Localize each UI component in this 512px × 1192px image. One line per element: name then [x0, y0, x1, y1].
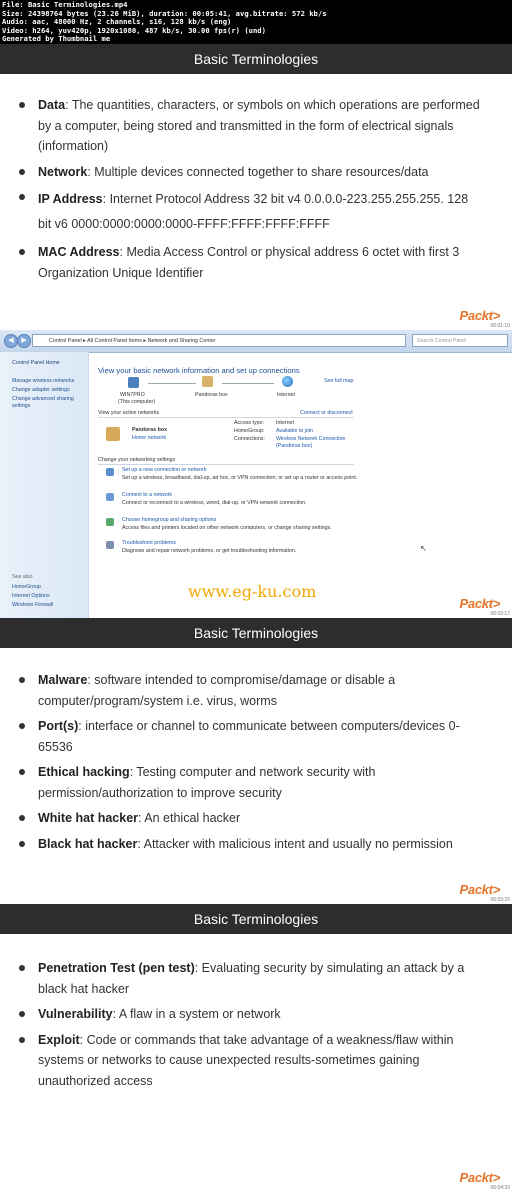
slide-title: Basic Terminologies [0, 44, 512, 74]
bullet-list [18, 670, 482, 859]
sidebar-see-also: See also [12, 574, 33, 580]
slide-title: Basic Terminologies [0, 618, 512, 648]
bullet-item [18, 187, 482, 237]
connect-disconnect-link[interactable]: Connect or disconnect [300, 410, 353, 416]
connections-value-2[interactable]: (Pandoras box) [276, 443, 313, 449]
bullet-term: Penetration Test (pen test) [38, 961, 195, 975]
address-bar[interactable]: Control Panel ▸ All Control Panel Items ▸ Network and Sharing Center [32, 334, 406, 347]
bullet-term: Malware [38, 673, 88, 687]
bullet-term: Black hat hacker [38, 836, 138, 851]
forward-button[interactable]: ▶ [17, 334, 31, 348]
computer-name: WIN7PRO [120, 392, 145, 398]
active-network-type[interactable]: Home network [132, 435, 167, 441]
sidebar-manage-wireless[interactable]: Manage wireless networks [12, 378, 75, 384]
task-troubleshoot[interactable]: Troubleshoot problems [122, 540, 176, 546]
bullet-list [18, 958, 482, 1096]
connections-label: Connections: [234, 436, 265, 442]
watermark: www.eg-ku.com [188, 582, 317, 601]
bullet-text: : The quantities, characters, or symbols on which operations are performed by a computer, being stored and transmitted in the form of electrical signals (information) [38, 98, 480, 153]
divider [98, 464, 354, 465]
globe-icon [282, 376, 293, 387]
connect-network-icon [106, 493, 114, 501]
packt-logo: Packt> [459, 596, 500, 611]
task-desc: Set up a wireless, broadband, dial-up, ad hoc, or VPN connection; or set up a router or access point. [122, 475, 358, 481]
bullet-list [18, 95, 482, 288]
bullet-term: MAC Address [38, 245, 120, 259]
sidebar-windows-firewall[interactable]: Windows Firewall [12, 602, 54, 608]
mouse-cursor-icon: ↖ [420, 544, 427, 553]
internet-node-name: Internet [277, 392, 295, 398]
house-icon [106, 427, 120, 441]
bullet-text: : Testing computer and network security with permission/authorization to improve security [38, 765, 376, 800]
packt-logo: Packt> [459, 1170, 500, 1185]
bullet-term: Ethical hacking [38, 765, 130, 779]
computer-icon [128, 377, 139, 388]
meta-size: Size: 24398764 bytes (23.26 MiB), duration: 00:05:41, avg.bitrate: 572 kb/s [2, 8, 327, 18]
bullet-text: : software intended to compromise/damage or disable a computer/program/system i.e. virus, worms [38, 673, 396, 708]
active-networks-label: View your active networks [98, 410, 160, 416]
bullet-item [18, 958, 482, 999]
bullet-term: White hat hacker [38, 811, 139, 825]
sidebar-internet-options[interactable]: Internet Options [12, 593, 50, 599]
bullet-text: : A flaw in a system or network [112, 1007, 281, 1021]
bullet-text: : Code or commands that take advantage of a weakness/flaw within systems or networks to cause unexpected results-sometimes gaining unauthorized access [38, 1032, 454, 1088]
homegroup-value[interactable]: Available to join [276, 428, 314, 434]
connections-value[interactable]: Wireless Network Connection [276, 436, 346, 442]
back-button[interactable]: ◀ [4, 334, 18, 348]
slide-basic-terminologies-1 [0, 44, 512, 330]
bullet-text: : Internet Protocol Address 32 bit v4 0.0.0.0-223.255.255.255. 128 bit v6 0000:0000:0000:0000-FFFF:FFFF:FFFF:FFFF [38, 192, 469, 231]
see-full-map-link[interactable]: See full map [324, 378, 354, 384]
sidebar-change-adapter[interactable]: Change adapter settings [12, 387, 70, 393]
sidebar-change-advanced-sharing[interactable]: Change advanced sharing settings [12, 396, 74, 409]
map-connector [222, 383, 274, 384]
bullet-term: Exploit [38, 1032, 80, 1047]
bullet-term: IP Address [38, 192, 103, 206]
task-desc: Connect or reconnect to a wireless, wired, dial-up, or VPN network connection. [122, 500, 307, 506]
page-heading: View your basic network information and set up connections [98, 366, 300, 375]
bullet-text: : Media Access Control or physical address 6 octet with first 3 Organization Unique Identifier [38, 245, 460, 280]
meta-audio: Audio: aac, 48000 Hz, 2 channels, s16, 128 kb/s (eng) [2, 17, 232, 27]
slide-basic-terminologies-2 [0, 618, 512, 904]
bullet-text: : interface or channel to communicate between computers/devices 0-65536 [38, 719, 460, 754]
task-desc: Access files and printers located on other network computers, or change sharing settings. [122, 525, 332, 531]
bullet-item [18, 762, 482, 803]
task-homegroup-sharing[interactable]: Choose homegroup and sharing options [122, 517, 217, 523]
window-toolbar [0, 330, 512, 353]
bullet-term: Data [38, 98, 66, 112]
bullet-item [18, 716, 482, 757]
task-connect-network[interactable]: Connect to a network [122, 492, 173, 498]
sidebar [0, 352, 89, 618]
troubleshoot-icon [106, 541, 114, 549]
bullet-term: Network [38, 164, 88, 179]
homegroup-icon [106, 518, 114, 526]
sidebar-control-panel-home[interactable]: Control Panel Home [12, 360, 60, 366]
video-metadata [0, 0, 512, 44]
timecode: 00:02:17 [490, 611, 510, 617]
divider [98, 417, 354, 418]
network-node-name: Pandoras box [195, 392, 228, 398]
access-type-value: Internet [276, 420, 294, 426]
bullet-item [18, 242, 482, 283]
main-panel [90, 352, 512, 618]
timecode: 00:04:33 [490, 1185, 510, 1191]
computer-sub: (This computer) [118, 399, 156, 405]
meta-generated: Generated by Thumbnail me [2, 34, 111, 44]
bullet-term: Port(s) [38, 719, 79, 733]
bullet-item [18, 1030, 482, 1092]
timecode: 00:01:10 [490, 323, 510, 329]
bullet-item [18, 670, 482, 711]
bullet-item [18, 834, 482, 855]
active-network-name: Pandoras box [132, 427, 168, 433]
map-connector [148, 383, 196, 384]
bullet-text: : Attacker with malicious intent and usually no permission [137, 836, 453, 851]
timecode: 00:03:25 [490, 897, 510, 903]
bullet-item [18, 1004, 482, 1025]
network-sharing-center-window [0, 330, 512, 618]
bullet-term: Vulnerability [38, 1007, 113, 1021]
search-input[interactable]: Search Control Panel [412, 334, 508, 347]
bullet-text: : Multiple devices connected together to share resources/data [87, 164, 429, 179]
sidebar-homegroup[interactable]: HomeGroup [12, 584, 41, 590]
house-icon [202, 376, 213, 387]
slide-title: Basic Terminologies [0, 904, 512, 934]
access-type-label: Access type: [234, 420, 265, 426]
slide-basic-terminologies-3 [0, 904, 512, 1192]
bullet-text: : Evaluating security by simulating an attack by a black hat hacker [38, 961, 465, 996]
task-desc: Diagnose and repair network problems, or get troubleshooting information. [122, 548, 297, 554]
change-settings-label: Change your networking settings [98, 457, 176, 463]
task-setup-connection[interactable]: Set up a new connection or network [122, 467, 207, 473]
packt-logo: Packt> [459, 308, 500, 323]
meta-file: File: Basic Terminologies.mp4 [2, 0, 128, 9]
new-connection-icon [106, 468, 114, 476]
meta-video: Video: h264, yuv420p, 1920x1080, 487 kb/s, 30.00 fps(r) (und) [2, 25, 266, 35]
bullet-item [18, 162, 482, 183]
bullet-item [18, 95, 482, 157]
homegroup-label: HomeGroup: [234, 428, 265, 434]
packt-logo: Packt> [459, 882, 500, 897]
bullet-text: : An ethical hacker [138, 811, 241, 825]
bullet-item [18, 808, 482, 829]
